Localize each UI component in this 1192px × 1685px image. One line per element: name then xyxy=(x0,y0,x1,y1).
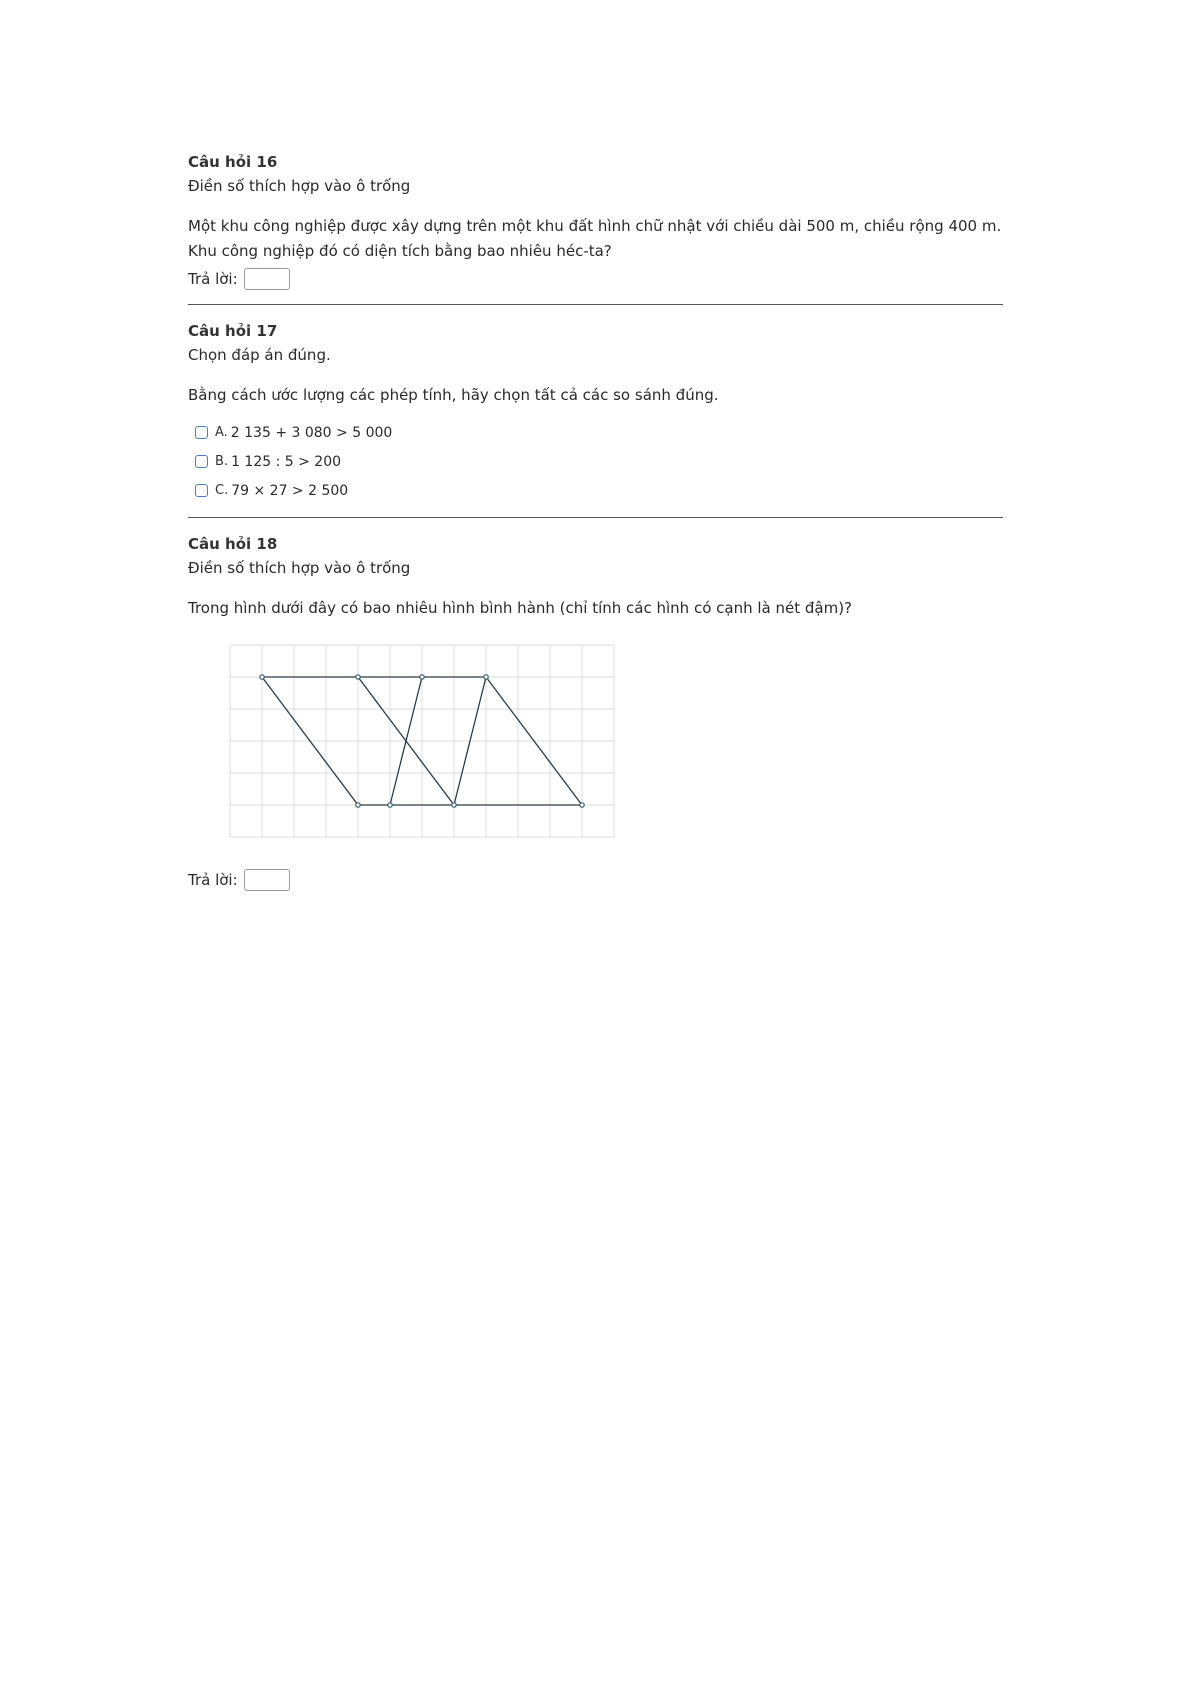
answer-input[interactable] xyxy=(244,869,290,891)
figure-vertex xyxy=(260,675,264,679)
question-17 xyxy=(188,321,1003,505)
options-list xyxy=(188,418,1003,505)
answer-label: Trả lời: xyxy=(188,871,238,889)
figure-vertex xyxy=(484,675,488,679)
question-instruction: Điền số thích hợp vào ô trống xyxy=(188,559,411,577)
checkbox[interactable] xyxy=(195,426,208,439)
answer-input[interactable] xyxy=(244,268,290,290)
checkbox[interactable] xyxy=(195,484,208,497)
figure-vertex xyxy=(388,803,392,807)
option-letter: B. xyxy=(215,454,229,469)
option-a[interactable] xyxy=(188,418,1003,447)
option-b[interactable] xyxy=(188,447,1003,476)
answer-row xyxy=(188,268,1003,290)
worksheet xyxy=(188,152,1003,891)
option-letter: A. xyxy=(215,425,228,440)
figure-vertex xyxy=(452,803,456,807)
question-18 xyxy=(188,534,1003,891)
checkbox[interactable] xyxy=(195,455,208,468)
divider xyxy=(188,304,1003,305)
question-title: Câu hỏi 16 xyxy=(188,153,278,171)
parallelogram-figure xyxy=(229,644,619,839)
question-title: Câu hỏi 18 xyxy=(188,535,278,553)
option-expression: 1 125 : 5 > 200 xyxy=(231,453,342,470)
option-c[interactable] xyxy=(188,476,1003,505)
answer-label: Trả lời: xyxy=(188,270,238,288)
question-text: Bằng cách ước lượng các phép tính, hãy chọn tất cả các so sánh đúng. xyxy=(188,386,719,404)
divider xyxy=(188,517,1003,518)
figure-vertex xyxy=(356,675,360,679)
figure-vertex xyxy=(580,803,584,807)
option-letter: C. xyxy=(215,483,229,498)
figure-vertex xyxy=(420,675,424,679)
question-title: Câu hỏi 17 xyxy=(188,322,278,340)
answer-row xyxy=(188,869,1003,891)
question-instruction: Chọn đáp án đúng. xyxy=(188,346,331,364)
option-expression: 2 135 + 3 080 > 5 000 xyxy=(230,424,393,441)
figure-vertex xyxy=(356,803,360,807)
question-instruction: Điền số thích hợp vào ô trống xyxy=(188,177,411,195)
question-16 xyxy=(188,152,1003,290)
grid-figure-svg xyxy=(229,644,619,839)
option-expression: 79 × 27 > 2 500 xyxy=(231,482,349,499)
question-text: Một khu công nghiệp được xây dựng trên một khu đất hình chữ nhật với chiều dài 500 m, chiều rộng 400 m. Khu công nghiệp đó có diện tích bằng bao nhiêu héc-ta? xyxy=(188,217,1002,260)
question-text: Trong hình dưới đây có bao nhiêu hình bình hành (chỉ tính các hình có cạnh là nét đậm)? xyxy=(188,599,853,617)
